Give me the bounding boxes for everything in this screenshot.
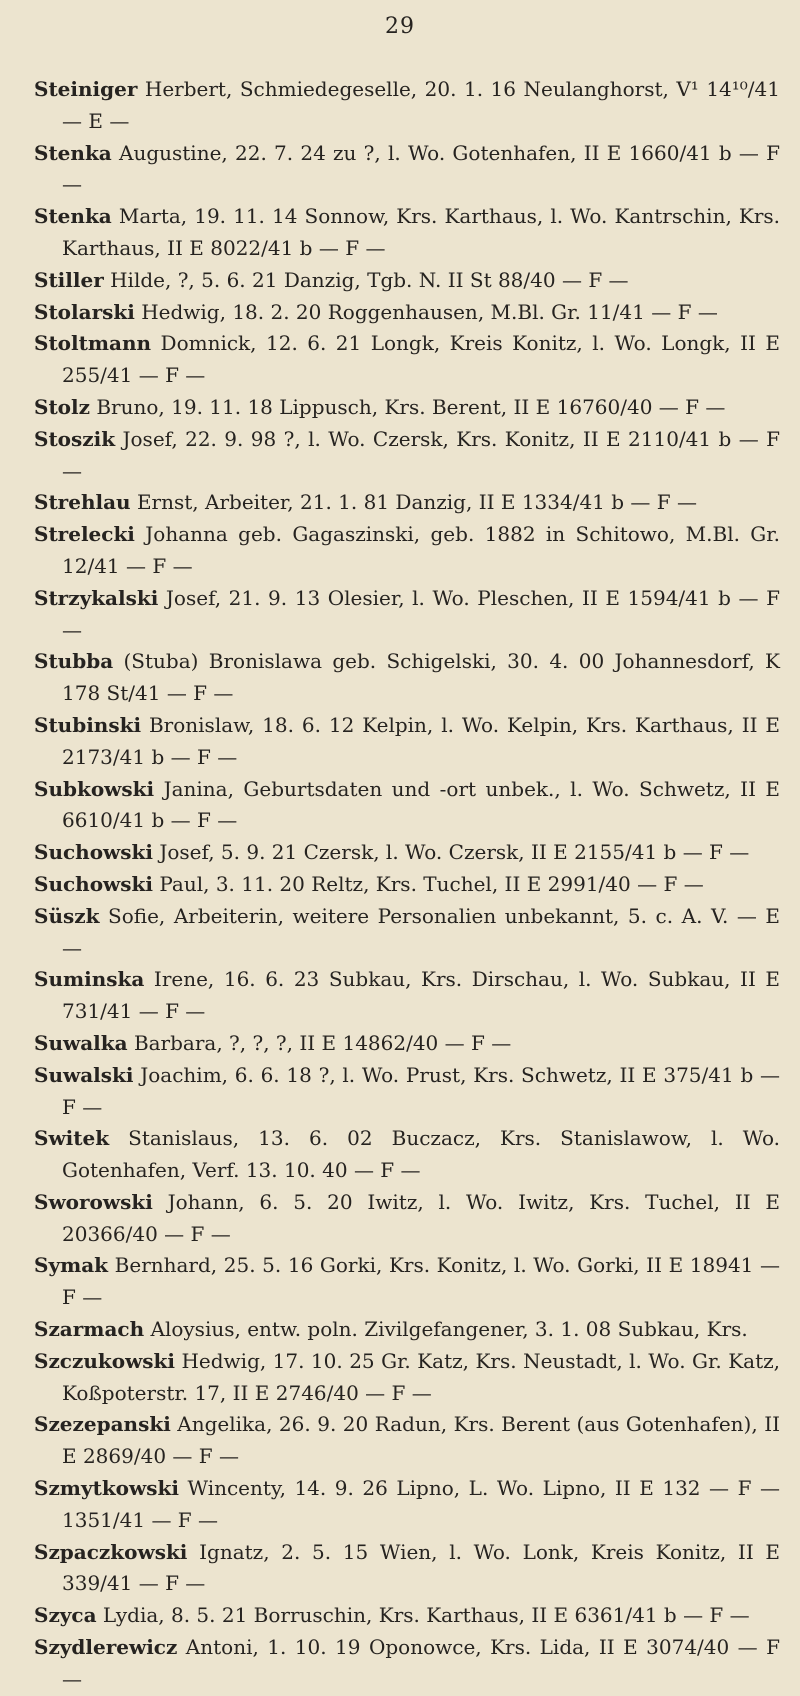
entry-surname: Stenka — [34, 204, 112, 229]
entry-details: Hedwig, 17. 10. 25 Gr. Katz, Krs. Neustadt, l. Wo. Gr. Katz, Koßpoterstr. 17, II E 2746/40 — F — — [62, 1348, 780, 1405]
entry-details: Sofie, Arbeiterin, weitere Personalien unbekannt, 5. c. A. V. — E — — [62, 903, 780, 960]
list-item — [34, 1250, 780, 1314]
list-item — [34, 487, 780, 519]
list-item — [34, 424, 780, 488]
entry-surname: Szmytkowski — [34, 1476, 179, 1501]
entry-surname: Stoltmann — [34, 331, 152, 356]
entry-details: Domnick, 12. 6. 21 Longk, Kreis Konitz, l. Wo. Longk, II E 255/41 — F — — [62, 331, 780, 388]
entry-surname: Subkowski — [34, 776, 155, 801]
entry-surname: Suwalka — [34, 1030, 128, 1055]
list-item — [34, 1346, 780, 1410]
entry-details: Stanislaus, 13. 6. 02 Buczacz, Krs. Stanislawow, l. Wo. Gotenhafen, Verf. 13. 10. 40 — F — — [62, 1126, 781, 1183]
entry-surname: Stubba — [34, 649, 114, 674]
entry-surname: Stiller — [34, 267, 104, 292]
entry-details: Lydia, 8. 5. 21 Borruschin, Krs. Karthaus, II E 6361/41 b — F — — [102, 1603, 750, 1628]
entry-details: (Stuba) Bronislawa geb. Schigelski, 30. 4. 00 Johannesdorf, K 178 St/41 — F — — [62, 649, 780, 706]
list-item — [34, 1409, 780, 1473]
entry-details: Josef, 22. 9. 98 ?, l. Wo. Czersk, Krs. Konitz, II E 2110/41 b — F — — [62, 426, 781, 483]
entry-surname: Switek — [34, 1126, 110, 1151]
entry-surname: Suchowski — [34, 840, 153, 865]
list-item — [34, 869, 780, 901]
entry-details: Josef, 21. 9. 13 Olesier, l. Wo. Pleschen, II E 1594/41 b — F — — [62, 585, 781, 642]
list-item — [34, 138, 780, 202]
entry-surname: Strehlau — [34, 490, 131, 515]
list-item — [34, 964, 780, 1028]
entry-details: Johann, 6. 5. 20 Iwitz, l. Wo. Iwitz, Krs. Tuchel, II E 20366/40 — F — — [62, 1189, 781, 1246]
entry-details: Herbert, Schmiedegeselle, 20. 1. 16 Neulanghorst, V¹ 14¹⁰/41 — E — — [62, 77, 780, 133]
entry-details: Barbara, ?, ?, ?, II E 14862/40 — F — — [133, 1030, 512, 1055]
entry-details: Bruno, 19. 11. 18 Lippusch, Krs. Berent, II E 16760/40 — F — — [96, 394, 726, 419]
entry-details: Angelika, 26. 9. 20 Radun, Krs. Berent (aus Gotenhafen), II E 2869/40 — F — — [62, 1412, 780, 1469]
entry-details: Irene, 16. 6. 23 Subkau, Krs. Dirschau, l. Wo. Subkau, II E 731/41 — F — — [62, 967, 780, 1024]
entry-details: Bronislaw, 18. 6. 12 Kelpin, l. Wo. Kelpin, Krs. Karthaus, II E 2173/41 b — F — — [62, 712, 781, 769]
list-item — [34, 837, 780, 869]
entry-details: Joachim, 6. 6. 18 ?, l. Wo. Prust, Krs. Schwetz, II E 375/41 b — F — — [62, 1062, 780, 1119]
entry-surname: Szezepanski — [34, 1412, 171, 1437]
list-item — [34, 1600, 780, 1632]
list-item — [34, 1314, 780, 1346]
list-item — [34, 1060, 780, 1124]
entry-details: Aloysius, entw. poln. Zivilgefangener, 3. 1. 08 Subkau, Krs. — [150, 1317, 748, 1342]
entry-details: Ignatz, 2. 5. 15 Wien, l. Wo. Lonk, Kreis Konitz, II E 339/41 — F — — [62, 1539, 780, 1596]
list-item — [34, 1187, 780, 1251]
entry-details: Ernst, Arbeiter, 21. 1. 81 Danzig, II E 1334/41 b — F — — [136, 490, 698, 515]
entry-surname: Szarmach — [34, 1317, 145, 1342]
list-item — [34, 1123, 780, 1187]
list-item — [34, 1028, 780, 1060]
entry-surname: Süszk — [34, 903, 100, 928]
entry-details: Wincenty, 14. 9. 26 Lipno, L. Wo. Lipno, II E 132 — F — 1351/41 — F — — [62, 1476, 780, 1532]
entry-surname: Steiniger — [34, 77, 138, 101]
list-item — [34, 1473, 780, 1537]
list-item — [34, 297, 780, 329]
entry-surname: Stoszik — [34, 426, 116, 451]
entry-surname: Suwalski — [34, 1062, 134, 1087]
entry-details: Bernhard, 25. 5. 16 Gorki, Krs. Konitz, l. Wo. Gorki, II E 18941 — F — — [62, 1253, 781, 1310]
entry-details: Hilde, ?, 5. 6. 21 Danzig, Tgb. N. II St 88/40 — F — — [110, 267, 629, 292]
entry-surname: Szczukowski — [34, 1348, 176, 1373]
list-item — [34, 1632, 780, 1696]
entry-surname: Strzykalski — [34, 585, 159, 610]
list-item — [34, 710, 780, 774]
entry-list — [34, 74, 780, 1696]
list-item — [34, 519, 780, 583]
entry-details: Paul, 3. 11. 20 Reltz, Krs. Tuchel, II E 2991/40 — F — — [159, 871, 704, 896]
entry-surname: Suminska — [34, 967, 145, 992]
list-item — [34, 1537, 780, 1601]
entry-details: Johanna geb. Gagaszinski, geb. 1882 in Schitowo, M.Bl. Gr. 12/41 — F — — [62, 522, 780, 578]
entry-details: Hedwig, 18. 2. 20 Roggenhausen, M.Bl. Gr. 11/41 — F — — [141, 299, 718, 324]
entry-surname: Szpaczkowski — [34, 1539, 188, 1564]
list-item — [34, 265, 780, 297]
page-number: 29 — [385, 14, 415, 39]
list-item — [34, 74, 780, 138]
entry-surname: Strelecki — [34, 522, 135, 547]
entry-details: Augustine, 22. 7. 24 zu ?, l. Wo. Gotenhafen, II E 1660/41 b — F — — [62, 140, 781, 197]
entry-surname: Sworowski — [34, 1189, 153, 1214]
entry-surname: Stubinski — [34, 712, 142, 737]
entry-surname: Szyca — [34, 1603, 97, 1628]
entry-details: Josef, 5. 9. 21 Czersk, l. Wo. Czersk, II E 2155/41 b — F — — [159, 840, 750, 865]
list-item — [34, 392, 780, 424]
entry-surname: Stolz — [34, 394, 90, 419]
entry-details: Janina, Geburtsdaten und -ort unbek., l. Wo. Schwetz, II E 6610/41 b — F — — [62, 776, 781, 833]
entry-surname: Suchowski — [34, 871, 153, 896]
list-item — [34, 646, 780, 710]
list-item — [34, 583, 780, 647]
entry-details: Antoni, 1. 10. 19 Oponowce, Krs. Lida, II E 3074/40 — F — — [62, 1635, 781, 1691]
list-item — [34, 774, 780, 838]
entry-surname: Stolarski — [34, 299, 135, 324]
list-item — [34, 901, 780, 965]
entry-surname: Symak — [34, 1253, 109, 1278]
list-item — [34, 201, 780, 265]
list-item — [34, 328, 780, 392]
entry-surname: Stenka — [34, 140, 112, 165]
entry-details: Marta, 19. 11. 14 Sonnow, Krs. Karthaus, l. Wo. Kantrschin, Krs. Karthaus, II E 8022/41 b — F — — [62, 204, 781, 260]
entry-surname: Szydlerewicz — [34, 1635, 178, 1660]
